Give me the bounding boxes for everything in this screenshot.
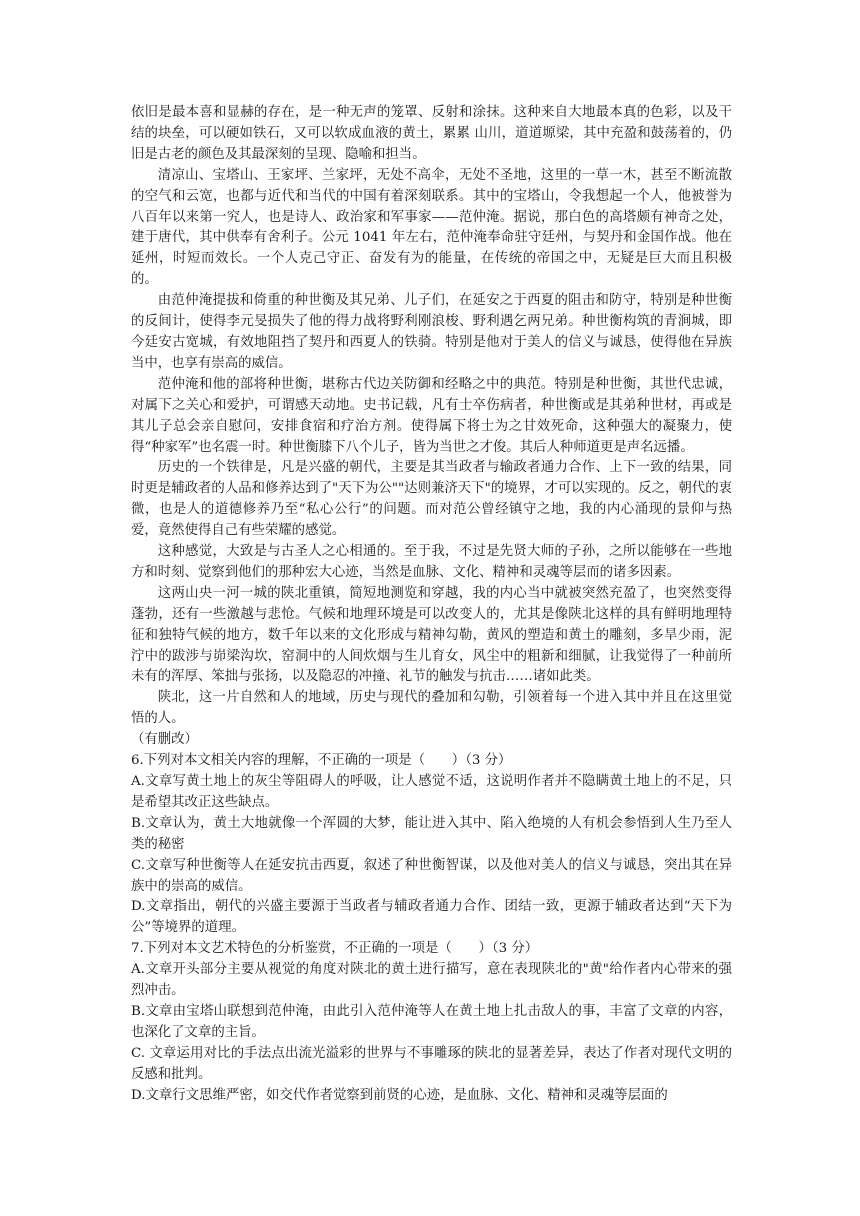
option-c: C. 文章运用对比的手法点出流光溢彩的世界与不事雕琢的陕北的显著差异，表达了作者对现代文明的反感和批判。 [131,1045,732,1082]
option-b: B.文章由宝塔山联想到范仲淹，由此引入范仲淹等人在黄土地上扎击敌人的事，丰富了文章的内容，也深化了文章的主旨。 [131,1003,732,1040]
article-body [131,103,732,751]
article-paragraph: 由范仲淹提拔和倚重的种世衡及其兄弟、儿子们，在延安之于西夏的阻击和防守，特别是种世衡的反间计，使得李元旻损失了他的得力战将野利刚浪梭、野利遇乞两兄弟。种世衡构筑的青涧城，即今廷安古宽城，有效地阻挡了契丹和西夏人的铁骑。特别是他对于美人的信义与诚恳，使得他在异族当中，也享有崇高的威信。 [131,293,732,371]
option-d: D.文章指出，朝代的兴盛主要源于当政者与辅政者通力合作、团结一致，更源于辅政者达到“天下为公”等境界的道理。 [131,899,732,936]
edit-note: （有删改） [131,732,198,748]
article-paragraph: 历史的一个铁律是，凡是兴盛的朝代，主要是其当政者与输政者通力合作、上下一致的结果，同时更是辅政者的人品和修养达到了"天下为公""达则兼济天下"的境界，才可以实现的。反之，朝代的衷微，也是人的道德修养乃至“私心公行”的问题。而对范公曾经镇守之地，我的内心涌现的景仰与热爱，竟然使得自己有些荣耀的感觉。 [131,460,732,539]
article-paragraph: 这两山央一河一城的陕北重镇，简短地测览和穿越，我的内心当中就被突然充盈了，也突然变得蓬勃，还有一些激越与悲怆。气候和地理环境是可以改变人的，尤其是像陕北这样的具有鲜明地理特征和独特气候的地方，数千年以来的文化形成与精神勾勒，黄风的塑造和黄土的雕刻，多旱少雨，泥泞中的跋涉与峁梁沟坎，窑洞中的人间炊烟与生儿育女，风尘中的粗新和细腻，让我觉得了一种前所未有的浑厚、笨拙与张扬，以及隐忍的冲撞、礼节的触发与抗击……诸如此类。 [131,585,732,685]
article-paragraph: 陕北，这一片自然和人的地域，历史与现代的叠加和勾勒，引领着每一个进入其中并且在这里觉悟的人。 [131,690,732,727]
question-7 [131,939,732,1106]
option-a: A.文章写黄土地上的灰尘等阻碍人的呼吸，让人感觉不适，这说明作者并不隐瞒黄土地上的不足，只是希望其改正这些缺点。 [131,774,732,810]
option-b: B.文章认为，黄土大地就像一个浑圆的大梦，能让进入其中、陷入绝境的人有机会参悟到人生乃至人类的秘密 [131,815,732,852]
question-stem: 6.下列对本文相关内容的理解，不正确的一项是（ ）（3 分） [131,753,512,769]
option-c: C.文章写种世衡等人在延安抗击西夏，叙述了种世衡智谋，以及他对美人的信义与诚恳，突出其在异族中的崇高的威信。 [131,857,732,894]
article-paragraph: 清凉山、宝塔山、王家坪、兰家坪，无处不高伞，无处不圣地，这里的一草一木，甚至不断流散的空气和云宽，也都与近代和当代的中国有着深刻联系。其中的宝塔山，令我想起一个人，他被誉为八百年以来第一究人，也是诗人、政治家和军事家——范仲淹。据说，那白色的高塔颇有神奇之处，建于唐代，其中供奉有舍利子。公元 1041 年左右，范仲淹奉命驻守廷州，与契丹和金国作战。他在延州，时短而效长。一个人克己守正、奋发有为的能量，在传统的帝国之中，无疑是巨大而且积极的。 [131,167,732,288]
article-paragraph: 范仲淹和他的部将种世衡，堪称古代边关防御和经略之中的典范。特别是种世衡，其世代忠诚，对属下之关心和爱护，可谓感天动地。史书记载，凡有士卒伤病者，种世衡或是其弟种世材，再或是其儿子总会亲自慰问，安排食宿和疗治方剂。使得属下将士为之甘效死命，这种强大的凝聚力，使得“种家军”也名震一时。种世衡膝下八个儿子，皆为当世之才俊。其后人种师道更是声名远播。 [131,376,732,455]
option-d: D.文章行文思维严密，如交代作者觉察到前贤的心迹，是血脉、文化、精神和灵魂等层面的 [131,1087,668,1103]
question-stem: 7.下列对本文艺术特色的分析鉴赏，不正确的一项是（ ）（3 分） [131,941,539,957]
article-paragraph: 这种感觉，大致是与古圣人之心相通的。至于我，不过是先贤大师的子孙，之所以能够在一些地方和时刻、觉察到他们的那种宏大心迹，当然是血脉、文化、精神和灵魂等层而的诸多因素。 [131,544,732,580]
question-6 [131,751,732,939]
article-paragraph: 依旧是最本喜和显赫的存在，是一种无声的笼罩、反射和涂抹。这种来自大地最本真的色彩，以及干结的块垒，可以硬如铁石，又可以软成血液的黄土，累累 山川，道道塬梁，其中充盈和鼓荡着的，仍旧是古老的颜色及其最深刻的呈现、隐喻和担当。 [131,105,732,162]
option-a: A.文章开头部分主要从视觉的角度对陕北的黄土进行描写，意在表现陕北的"黄"给作者内心带来的强烈冲击。 [131,962,732,999]
